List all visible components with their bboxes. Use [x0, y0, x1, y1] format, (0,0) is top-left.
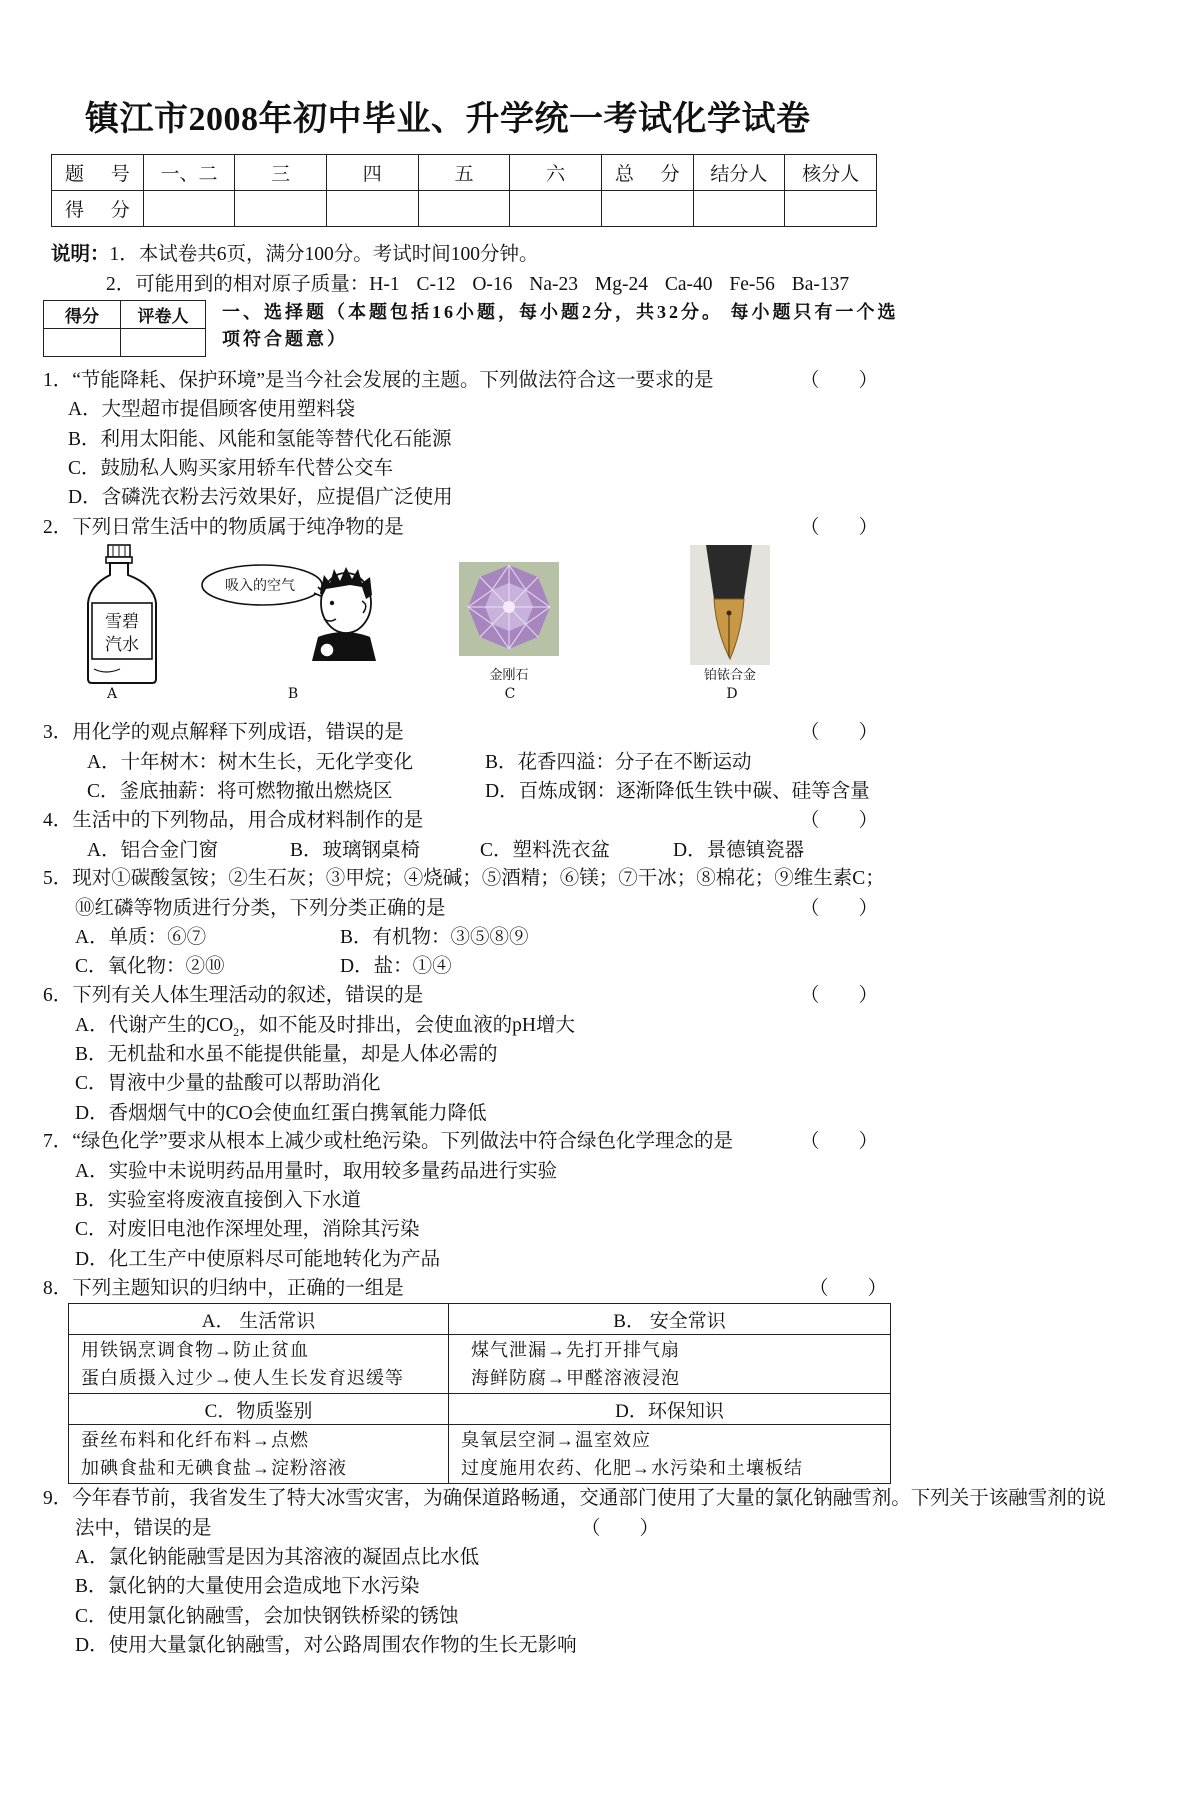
q6-option-d: D．香烟烟气中的CO会使血红蛋白携氧能力降低	[75, 1102, 487, 1124]
person-eye	[330, 601, 334, 605]
q8-cell-c-line-1: 蚕丝布料和化纤布料→点燃	[81, 1430, 309, 1450]
q8-cell-c-heading: C．物质鉴别	[69, 1394, 449, 1425]
q8-cell-c-content	[69, 1425, 449, 1484]
q9-option-d: D．使用大量氯化钠融雪，对公路周围农作物的生长无影响	[75, 1634, 577, 1656]
notes-item-1: 1．本试卷共6页，满分100分。考试时间100分钟。	[109, 244, 539, 265]
score-cell	[326, 191, 418, 227]
q9-stem-line-1: 9．今年春节前，我省发生了特大冰雪灾害，为确保道路畅通，交通部门使用了大量的氯化钠融雪剂。下列关于该融雪剂的说	[43, 1488, 1106, 1510]
q6-option-a-subscript: 2	[233, 1024, 240, 1039]
q4-option-b: B．玻璃钢桌椅	[290, 839, 421, 861]
bottle-label-line-1: 雪碧	[105, 612, 139, 632]
notes-line-2	[106, 270, 849, 299]
q1-stem: 1．“节能降耗、保护环境”是当今社会发展的主题。下列做法符合这一要求的是	[43, 370, 714, 391]
q8-cell-a-heading: A． 生活常识	[69, 1304, 449, 1335]
score-cell	[510, 191, 602, 227]
q1-option-c: C．鼓励私人购买家用轿车代替公交车	[68, 457, 394, 479]
q5-stem-line-2: ⑩红磷等物质进行分类，下列分类正确的是	[75, 897, 446, 919]
q6-option-a	[75, 1011, 575, 1040]
diamond-icon	[459, 562, 559, 656]
diamond-sparkle	[503, 601, 515, 613]
q5-option-d: D．盐：①④	[340, 956, 452, 978]
q6-option-a-text: A．代谢产生的CO	[75, 1014, 234, 1036]
q2-answer-blank: （ ）	[800, 517, 879, 539]
q1-option-a: A．大型超市提倡顾客使用塑料袋	[68, 399, 356, 421]
grader-box-score-label: 得分	[44, 301, 121, 329]
score-table	[51, 154, 877, 227]
q8-cell-d-heading: D．环保知识	[449, 1394, 891, 1425]
pen-caption: 铂铱合金	[703, 668, 757, 683]
score-header-part3: 三	[235, 155, 327, 191]
q7-option-d: D．化工生产中使原料尽可能地转化为产品	[75, 1248, 441, 1270]
q7-stem: 7．“绿色化学”要求从根本上减少或杜绝污染。下列做法中符合绿色化学理念的是	[43, 1131, 734, 1153]
diamond-caption: 金刚石	[489, 668, 529, 683]
q6-option-b: B．无机盐和水虽不能提供能量，却是人体必需的	[75, 1044, 498, 1065]
pen-barrel	[706, 545, 752, 599]
q4-option-a: A．铝合金门窗	[87, 839, 219, 861]
q6-option-a-text-rest: ，如不能及时排出，会使血液的pH增大	[239, 1014, 576, 1036]
grader-box-score-cell	[44, 329, 121, 357]
score-cell	[693, 191, 785, 227]
grader-box-grader-label: 评卷人	[121, 301, 206, 329]
q5-option-a: A．单质：⑥⑦	[75, 927, 207, 948]
q4-answer-blank: （ ）	[800, 810, 879, 832]
score-cell	[418, 191, 510, 227]
person-breathing-icon	[202, 565, 376, 661]
q8-cell-d-content	[449, 1425, 891, 1484]
q9-answer-blank: （ ）	[581, 1517, 660, 1539]
q3-option-b: B．花香四溢：分子在不断运动	[485, 751, 752, 773]
figure-d-letter: D	[726, 686, 738, 702]
score-table-score-row	[52, 191, 877, 227]
q8-table-content-row	[69, 1425, 891, 1484]
q1-option-b: B．利用太阳能、风能和氢能等替代化石能源	[68, 428, 452, 450]
person-hand	[320, 643, 334, 657]
figure-b-letter: B	[287, 686, 299, 702]
q8-cell-d-line-1: 臭氧层空洞→温室效应	[461, 1430, 651, 1450]
q8-table-content-row	[69, 1335, 891, 1394]
q8-table-heading-row	[69, 1394, 891, 1425]
figure-a-letter: A	[106, 686, 118, 702]
score-header-part1-2: 一、二	[143, 155, 235, 191]
q7-answer-blank: （ ）	[800, 1131, 879, 1153]
score-header-total: 总 分	[601, 155, 693, 191]
q3-stem: 3．用化学的观点解释下列成语，错误的是	[43, 722, 404, 744]
grader-box-blank-row	[44, 329, 206, 357]
score-cell	[235, 191, 327, 227]
q7-option-a: A．实验中未说明药品用量时，取用较多量药品进行实验	[75, 1160, 558, 1182]
section-heading-line-1: 一、选择题（本题包括16小题，每小题2分，共32分。 每小题只有一个选	[222, 302, 899, 322]
q4-option-c: C．塑料洗衣盆	[480, 839, 611, 861]
q7-option-b: B．实验室将废液直接倒入下水道	[75, 1190, 362, 1211]
q1-option-d: D．含磷洗衣粉去污效果好，应提倡广泛使用	[68, 487, 453, 509]
q7-option-c: C．对废旧电池作深埋处理，消除其污染	[75, 1219, 420, 1241]
q8-cell-a-line-2: 蛋白质摄入过少→使人生长发育迟缓等	[81, 1368, 404, 1388]
notes-line-1	[51, 240, 539, 269]
bottle-label-line-2: 汽水	[105, 635, 139, 655]
score-cell	[143, 191, 235, 227]
notes-label: 说明：	[51, 244, 110, 265]
q3-option-c: C．釜底抽薪：将可燃物撤出燃烧区	[87, 781, 393, 802]
q8-cell-d-line-2: 过度施用农药、化肥→水污染和土壤板结	[461, 1458, 803, 1478]
score-header-checker: 核分人	[785, 155, 877, 191]
q3-answer-blank: （ ）	[800, 722, 879, 744]
score-header-label: 题 号	[52, 155, 144, 191]
q8-cell-a-content	[69, 1335, 449, 1394]
score-cell	[785, 191, 877, 227]
q8-options-table	[68, 1303, 891, 1484]
q8-cell-b-line-2: 海鲜防腐→甲醛溶液浸泡	[471, 1368, 680, 1388]
q5-option-c: C．氧化物：②⑩	[75, 956, 225, 978]
q8-answer-blank: （ ）	[809, 1278, 888, 1300]
grader-box	[43, 300, 206, 357]
q9-stem-line-2: 法中，错误的是	[75, 1517, 212, 1539]
q9-option-a: A．氯化钠能融雪是因为其溶液的凝固点比水低	[75, 1547, 480, 1568]
speech-bubble-text: 吸入的空气	[225, 578, 295, 594]
q1-answer-blank: （ ）	[800, 370, 879, 391]
q9-option-b: B．氯化钠的大量使用会造成地下水污染	[75, 1576, 420, 1598]
q3-option-d: D．百炼成钢：逐渐降低生铁中碳、硅等含量	[485, 781, 870, 802]
q8-cell-b-heading: B． 安全常识	[449, 1304, 891, 1335]
score-header-part4: 四	[326, 155, 418, 191]
pen-nib-icon	[690, 545, 770, 665]
q8-cell-b-content	[449, 1335, 891, 1394]
section-heading-line-2: 项符合题意）	[222, 329, 348, 349]
score-header-part5: 五	[418, 155, 510, 191]
grader-box-grader-cell	[121, 329, 206, 357]
score-header-part6: 六	[510, 155, 602, 191]
q2-stem: 2．下列日常生活中的物质属于纯净物的是	[43, 517, 404, 539]
pen-nib-hole	[727, 611, 732, 616]
atomic-masses: H-1 C-12 O-16 Na-23 Mg-24 Ca-40 Fe-56 Ba-137	[369, 274, 850, 295]
figure-c-letter: C	[504, 686, 516, 702]
q8-stem: 8．下列主题知识的归纳中，正确的一组是	[43, 1278, 404, 1300]
q8-cell-c-line-2: 加碘食盐和无碘食盐→淀粉溶液	[81, 1458, 347, 1478]
q8-cell-a-line-1: 用铁锅烹调食物→防止贫血	[81, 1340, 309, 1360]
score-cell	[601, 191, 693, 227]
q6-stem: 6．下列有关人体生理活动的叙述，错误的是	[43, 985, 424, 1007]
q5-option-b: B．有机物：③⑤⑧⑨	[340, 927, 529, 948]
notes-item-2-prefix: 2．可能用到的相对原子质量：	[106, 274, 370, 295]
q2-figures	[80, 541, 780, 706]
q4-stem: 4．生活中的下列物品，用合成材料制作的是	[43, 810, 424, 832]
q5-answer-blank: （ ）	[800, 897, 879, 919]
page-title: 镇江市2008年初中毕业、升学统一考试化学试卷	[85, 101, 811, 138]
q3-option-a: A．十年树木：树木生长，无化学变化	[87, 751, 414, 773]
q5-stem-line-1: 5．现对①碳酸氢铵；②生石灰；③甲烷；④烧碱；⑤酒精；⑥镁；⑦干冰；⑧棉花；⑨维生素C；	[43, 868, 885, 890]
q8-cell-b-line-1: 煤气泄漏→先打开排气扇	[471, 1340, 680, 1360]
q4-option-d: D．景德镇瓷器	[673, 839, 805, 861]
q6-answer-blank: （ ）	[800, 985, 879, 1007]
score-table-header-row	[52, 155, 877, 191]
soda-bottle-icon	[88, 545, 156, 683]
q6-option-c: C．胃液中少量的盐酸可以帮助消化	[75, 1073, 381, 1095]
score-row-label: 得 分	[52, 191, 144, 227]
score-header-tallier: 结分人	[693, 155, 785, 191]
q8-table-heading-row	[69, 1304, 891, 1335]
grader-box-header-row	[44, 301, 206, 329]
q9-option-c: C．使用氯化钠融雪，会加快钢铁桥梁的锈蚀	[75, 1605, 459, 1627]
